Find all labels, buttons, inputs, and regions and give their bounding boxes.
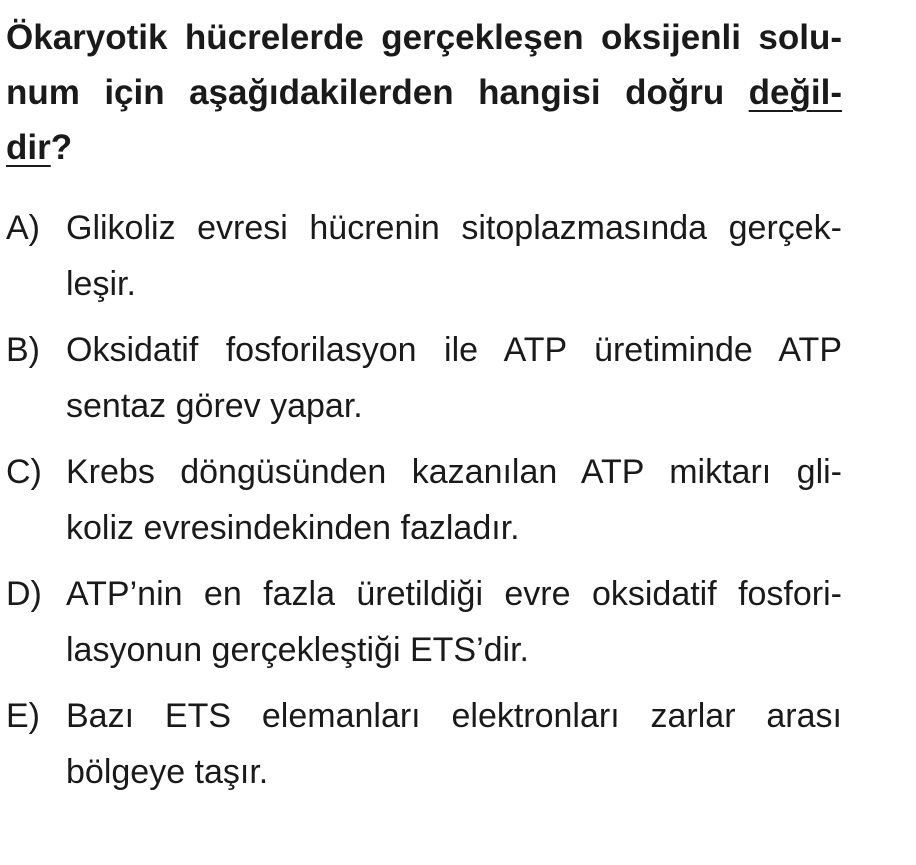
question-line-2 [6,65,842,120]
negation-underlined-word-end: dir [6,128,51,167]
option-a[interactable] [6,200,842,312]
option-text [66,688,842,800]
option-letter: D) [6,575,42,613]
option-text-line: sentaz görev yapar. [66,387,363,425]
option-text-line: lasyonun gerçekleştiği ETS’dir. [66,631,530,669]
option-text-line: Bazı ETS elemanları elektronları zarlar arası [66,697,842,735]
option-text-line: Glikoliz evresi hücrenin sitoplazmasında gerçek- [66,209,842,247]
question-line-2-text: num için aşağıdakilerden hangisi doğru [6,73,749,112]
question-mark: ? [50,128,73,167]
option-text-line: Oksidatif fosforilasyon ile ATP üretiminde ATP [66,331,842,369]
option-e[interactable] [6,688,842,800]
negation-underlined-word-start: değil- [748,73,842,112]
option-letter: A) [6,209,40,247]
option-text-line: koliz evresindekinden fazladır. [66,509,520,547]
option-text-line: ATP’nin en fazla üretildiği evre oksidatif fosfori- [66,575,842,613]
option-text [66,444,842,556]
option-d[interactable] [6,566,842,678]
option-text-line: bölgeye taşır. [66,753,269,791]
option-text [66,322,842,434]
option-c[interactable] [6,444,842,556]
question-line-3 [6,120,842,175]
option-letter: B) [6,331,40,369]
answer-options [6,200,842,810]
question-stem [6,10,842,175]
option-text-line: Krebs döngüsünden kazanılan ATP miktarı gli- [66,453,842,491]
option-letter: C) [6,453,42,491]
option-text [66,200,842,312]
option-letter: E) [6,697,40,735]
option-b[interactable] [6,322,842,434]
option-text [66,566,842,678]
question-line-1: Ökaryotik hücrelerde gerçekleşen oksijenli solu- [6,18,842,57]
option-text-line: leşir. [66,265,136,303]
